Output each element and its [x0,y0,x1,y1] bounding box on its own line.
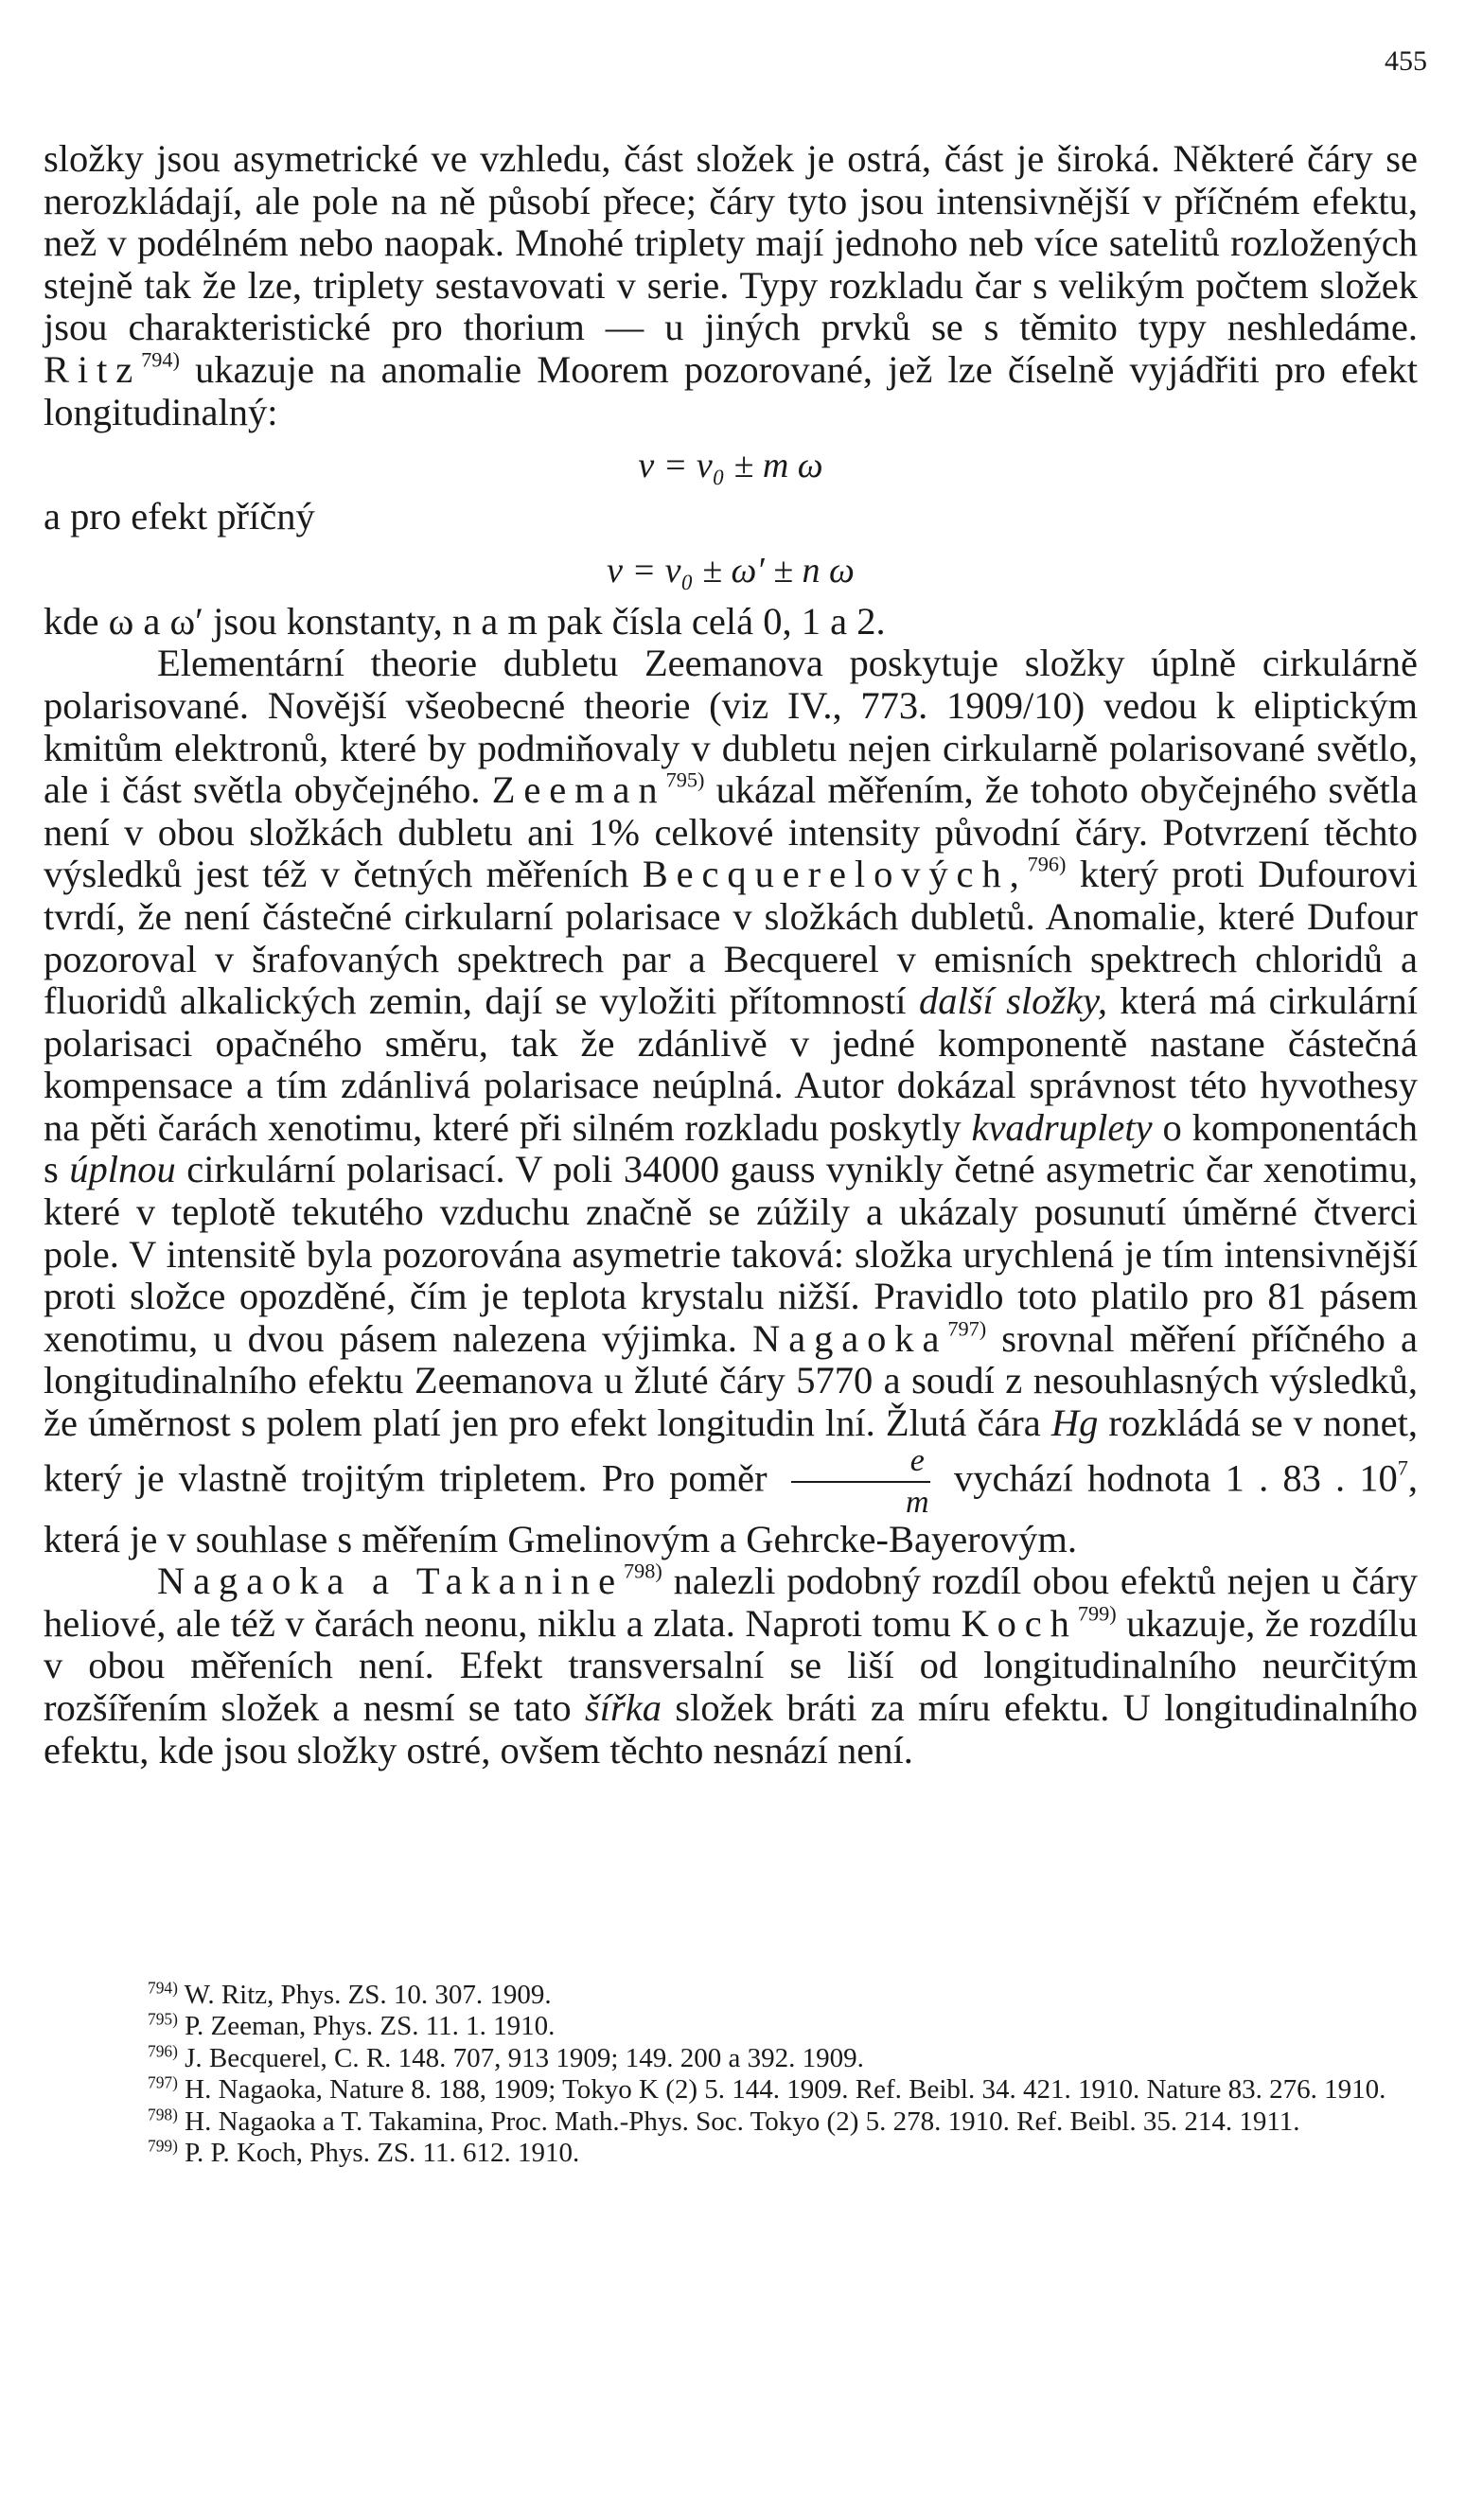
emphasis: další složky, [918,979,1107,1023]
author-zeeman: Zeeman [491,768,666,812]
emphasis: Hg [1050,1401,1099,1445]
footnote-794 [44,1980,1418,2011]
text-run: složek bráti za míru efektu. U longitudinalního efektu, kde jsou složky ostré, ovšem těchto nesnází není. [44,1686,1419,1771]
text-run: Elementární theorie dubletu Zeemanova poskytuje složky úplně cirkulárně polarisované. Novější všeobecné theorie (viz IV., 773. 1909/10) vedou k eliptickým kmitům elektronů, které by podmiňovaly v dubletu nejen cirkularně polarisované světlo, ale i část světla obyčejného. [44,642,1418,812]
footnote-796 [44,2043,1418,2074]
footnote-797 [44,2074,1418,2106]
footnote-798 [44,2106,1418,2138]
text-run: vychází hodnota 1 . 83 . 10 [953,1455,1398,1499]
author-becquerel: Becquerelových, [642,853,1028,896]
paragraph-2: kde ω a ω′ jsou konstanty, n a m pak čísla celá 0, 1 a 2. [44,599,886,643]
emphasis: úplnou [69,1148,176,1191]
author-ritz: Ritz [44,347,142,391]
text-run: srovnal měření příčného a longitudinalního efektu Zeemanova u žluté čáry 5770 a soudí z nesouhlasných výsledků, že úměrnost s polem platí jen pro efekt longitudin lní. Žlutá čára [44,1316,1418,1445]
text-run: ukázal měřením, že tohoto obyčejného světla není v obou složkách dubletu ani 1% celkové intensity původní čáry. Potvrzení těchto výsledků jest též v četných měřeních [44,768,1418,896]
footnote-799 [44,2138,1418,2169]
fraction-numerator: e [791,1445,930,1483]
text-run: složky jsou asymetrické ve vzhledu, část složek je ostrá, část je široká. Některé čáry se nerozkládají, ale pole na ně působí přece; čáry tyto jsou intensivnější v příčném efektu, než v podélném nebo naopak. Mnohé triplety mají jednoho neb více satelitů rozložených stejně tak že lze, triplety sestavovati v serie. Typy rozkladu čar s velikým počtem složek jsou charakteristické pro thorium — u jiných prvků se s těmito typy neshledáme. [44,137,1418,349]
footnote-number: 799) [148,2136,178,2156]
footnote-ref: 795) [665,767,705,792]
authors-nagaoka-takanine: Nagaoka a Takanine [157,1560,624,1603]
text-run: rozkládá se v nonet, který je vlastně trojitým tripletem. Pro poměr [44,1401,1419,1499]
text-run: , která je v souhlase s měřením Gmelinovým a Gehrcke-Bayerovým. [44,1455,1419,1560]
footnote-number: 797) [148,2072,178,2092]
footnote-number: 796) [148,2041,178,2061]
main-text [44,138,1418,1771]
footnotes [44,1980,1418,2169]
footnote-text: H. Nagaoka, Nature 8. 188, 1909; Tokyo K (2) 5. 144. 1909. Ref. Beibl. 34. 421. 1910. Nature 83. 276. 1910. [185,2074,1386,2106]
fraction-e-over-m [791,1442,930,1520]
footnote-number: 795) [148,2009,178,2029]
paragraph-1 [44,138,1418,433]
footnote-text: W. Ritz, Phys. ZS. 10. 307. 1909. [184,1980,552,2010]
equation-2: ν = ν₀ ± ω′ ± n ω [607,550,855,590]
emphasis: šířka [585,1686,662,1729]
footnote-text: H. Nagaoka a T. Takamina, Proc. Math.-Phys. Soc. Tokyo (2) 5. 278. 1910. Ref. Beibl. 35. 214. 1911. [185,2106,1300,2137]
footnote-ref: 798) [623,1559,662,1583]
equation-label: a pro efekt příčný [44,495,315,538]
equation-1: ν = ν₀ ± m ω [638,446,823,486]
text-run: ukazuje na anomalie Moorem pozorované, jež lze číselně vyjádřiti pro efekt longitudinalný: [44,347,1419,433]
footnote-ref: 797) [947,1316,987,1341]
footnote-text: P. Zeeman, Phys. ZS. 11. 1. 1910. [185,2011,556,2042]
text-run: cirkulární polarisací. V poli 34000 gauss vynikly četné asymetric čar xenotimu, které v teplotě tekutého vzduchu značně se zúžily a ukázaly posunutí úměrné čtverci pole. V intensitě byla pozorována asymetrie taková: složka urychlená je tím intensivnější proti složce opozděné, čím je teplota krystalu nižší. Pravidlo toto platilo pro 81 pásem xenotimu, u dvou pásem nalezena výjimka. [44,1148,1419,1360]
text-run: nalezli podobný rozdíl obou efektů nejen u čáry heliové, ale též v čarách neonu, niklu a zlata. Naproti tomu [44,1560,1419,1645]
footnote-795 [44,2011,1418,2042]
paragraph-4 [44,1560,1418,1771]
footnote-number: 794) [148,1978,178,1998]
footnote-ref: 799) [1077,1601,1117,1626]
paragraph-3 [44,643,1418,1560]
text-run: která má cirkulární polarisaci opačného směru, tak že zdánlivě v jedné komponentě nastane částečná kompensace a tím zdánlivá polarisace neúplná. Autor dokázal správnost této hyvothesy na pěti čarách xenotimu, které při silném rozkladu poskytly [44,979,1419,1149]
footnote-text: J. Becquerel, C. R. 148. 707, 913 1909; 149. 200 a 392. 1909. [185,2042,864,2073]
author-nagaoka: Nagaoka [752,1316,948,1360]
footnote-number: 798) [148,2105,178,2124]
footnote-text: P. P. Koch, Phys. ZS. 11. 612. 1910. [185,2138,580,2169]
exponent: 7 [1397,1455,1408,1480]
author-koch: Koch [961,1601,1078,1645]
footnote-ref: 796) [1027,852,1067,876]
text-run: který proti Dufourovi tvrdí, že není částečné cirkularní polarisace v složkách dubletů. Anomalie, které Dufour pozoroval v šrafovaných spektrech par a Becquerel v emisních spektrech chloridů a fluoridů alkalických zemin, dají se vyložiti přítomností [44,853,1419,1023]
footnote-ref: 794) [141,347,180,372]
text-run: ukazuje, že rozdílu v obou měřeních není. Efekt transversalní se liší od longitudinalního neurčitým rozšířením složek a nesmí se tato [44,1601,1418,1729]
text-run: o komponentách s [44,1105,1419,1191]
page-number: 455 [1385,45,1427,77]
fraction-denominator: m [906,1484,929,1520]
emphasis: kvadruplety [971,1105,1153,1149]
